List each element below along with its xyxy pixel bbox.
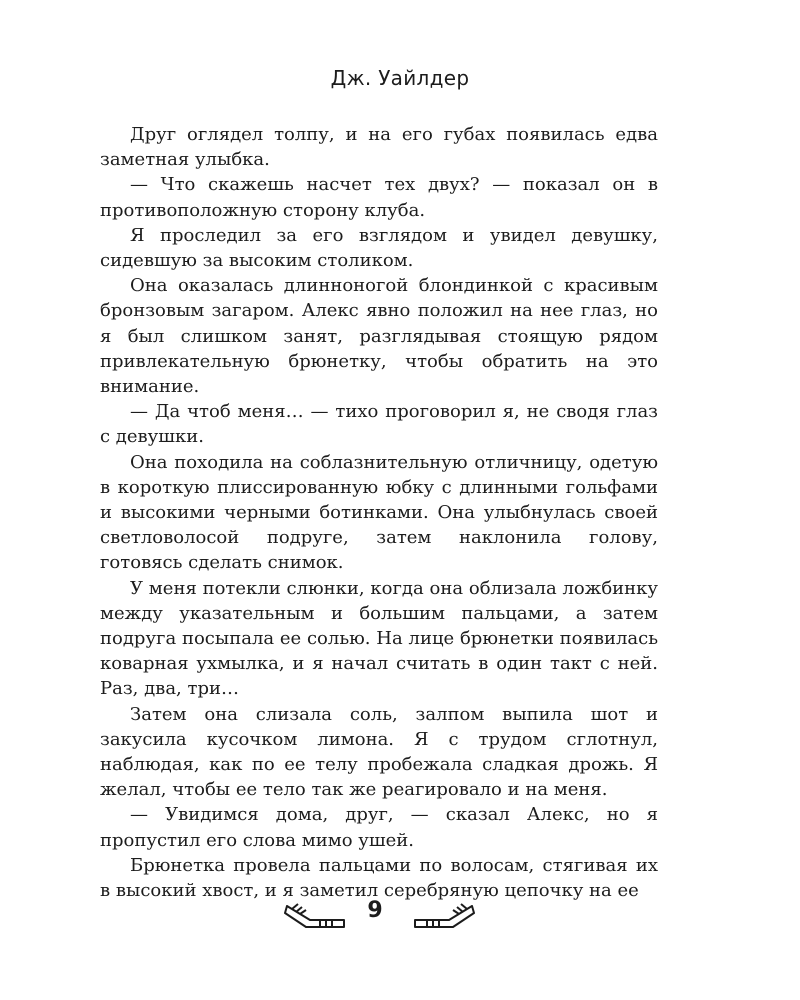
hockey-stick-icon	[413, 896, 475, 933]
paragraph: — Да чтоб меня… — тихо проговорил я, не сводя глаз с девушки.	[100, 401, 658, 448]
page-body-text	[100, 122, 658, 903]
paragraph: Брюнетка провела пальцами по волосам, стягивая их в высокий хвост, и я заметил серебряную цепочку на ее	[100, 854, 658, 902]
paragraph: Затем она слизала соль, залпом выпила шот и закусила кусочком лимона. Я с трудом сглотнул, наблюдая, как по ее телу пробежала сладкая дрожь. Я желал, чтобы ее тело так же реагировало и на меня.	[100, 703, 658, 801]
page-footer	[0, 896, 800, 936]
paragraph: Друг оглядел толпу, и на его губах появилась едва заметная улыбка.	[100, 124, 658, 171]
paragraph: Я проследил за его взглядом и увидел девушку, сидевшую за высоким столиком.	[100, 224, 658, 272]
running-header-author: Дж. Уайлдер	[330, 66, 470, 90]
paragraph: Она оказалась длинноногой блондинкой с красивым бронзовым загаром. Алекс явно положил на нее глаз, но я был слишком занят, разглядывая стоящую рядом привлекательную брюнетку, чтобы обратить на это внимание.	[100, 275, 658, 398]
paragraph: — Что скажешь насчет тех двух? — показал он в противоположную сторону клуба.	[100, 174, 658, 221]
paragraph: У меня потекли слюнки, когда она облизала ложбинку между указательным и большим пальцами, а затем подруга посыпала ее солью. На лице брюнетки появилась коварная ухмылка, и я начал считать в один такт с ней. Раз, два, три…	[100, 577, 658, 700]
paragraph: Она походила на соблазнительную отличницу, одетую в короткую плиссированную юбку с длинными гольфами и высокими черными ботинками. Она улыбнулась своей светловолосой подруге, затем наклонила голову, готовясь сделать снимок.	[100, 451, 658, 574]
hockey-stick-icon	[284, 896, 346, 933]
page-number: 9	[367, 898, 383, 923]
paragraph: — Увидимся дома, друг, — сказал Алекс, но я пропустил его слова мимо ушей.	[100, 804, 658, 851]
